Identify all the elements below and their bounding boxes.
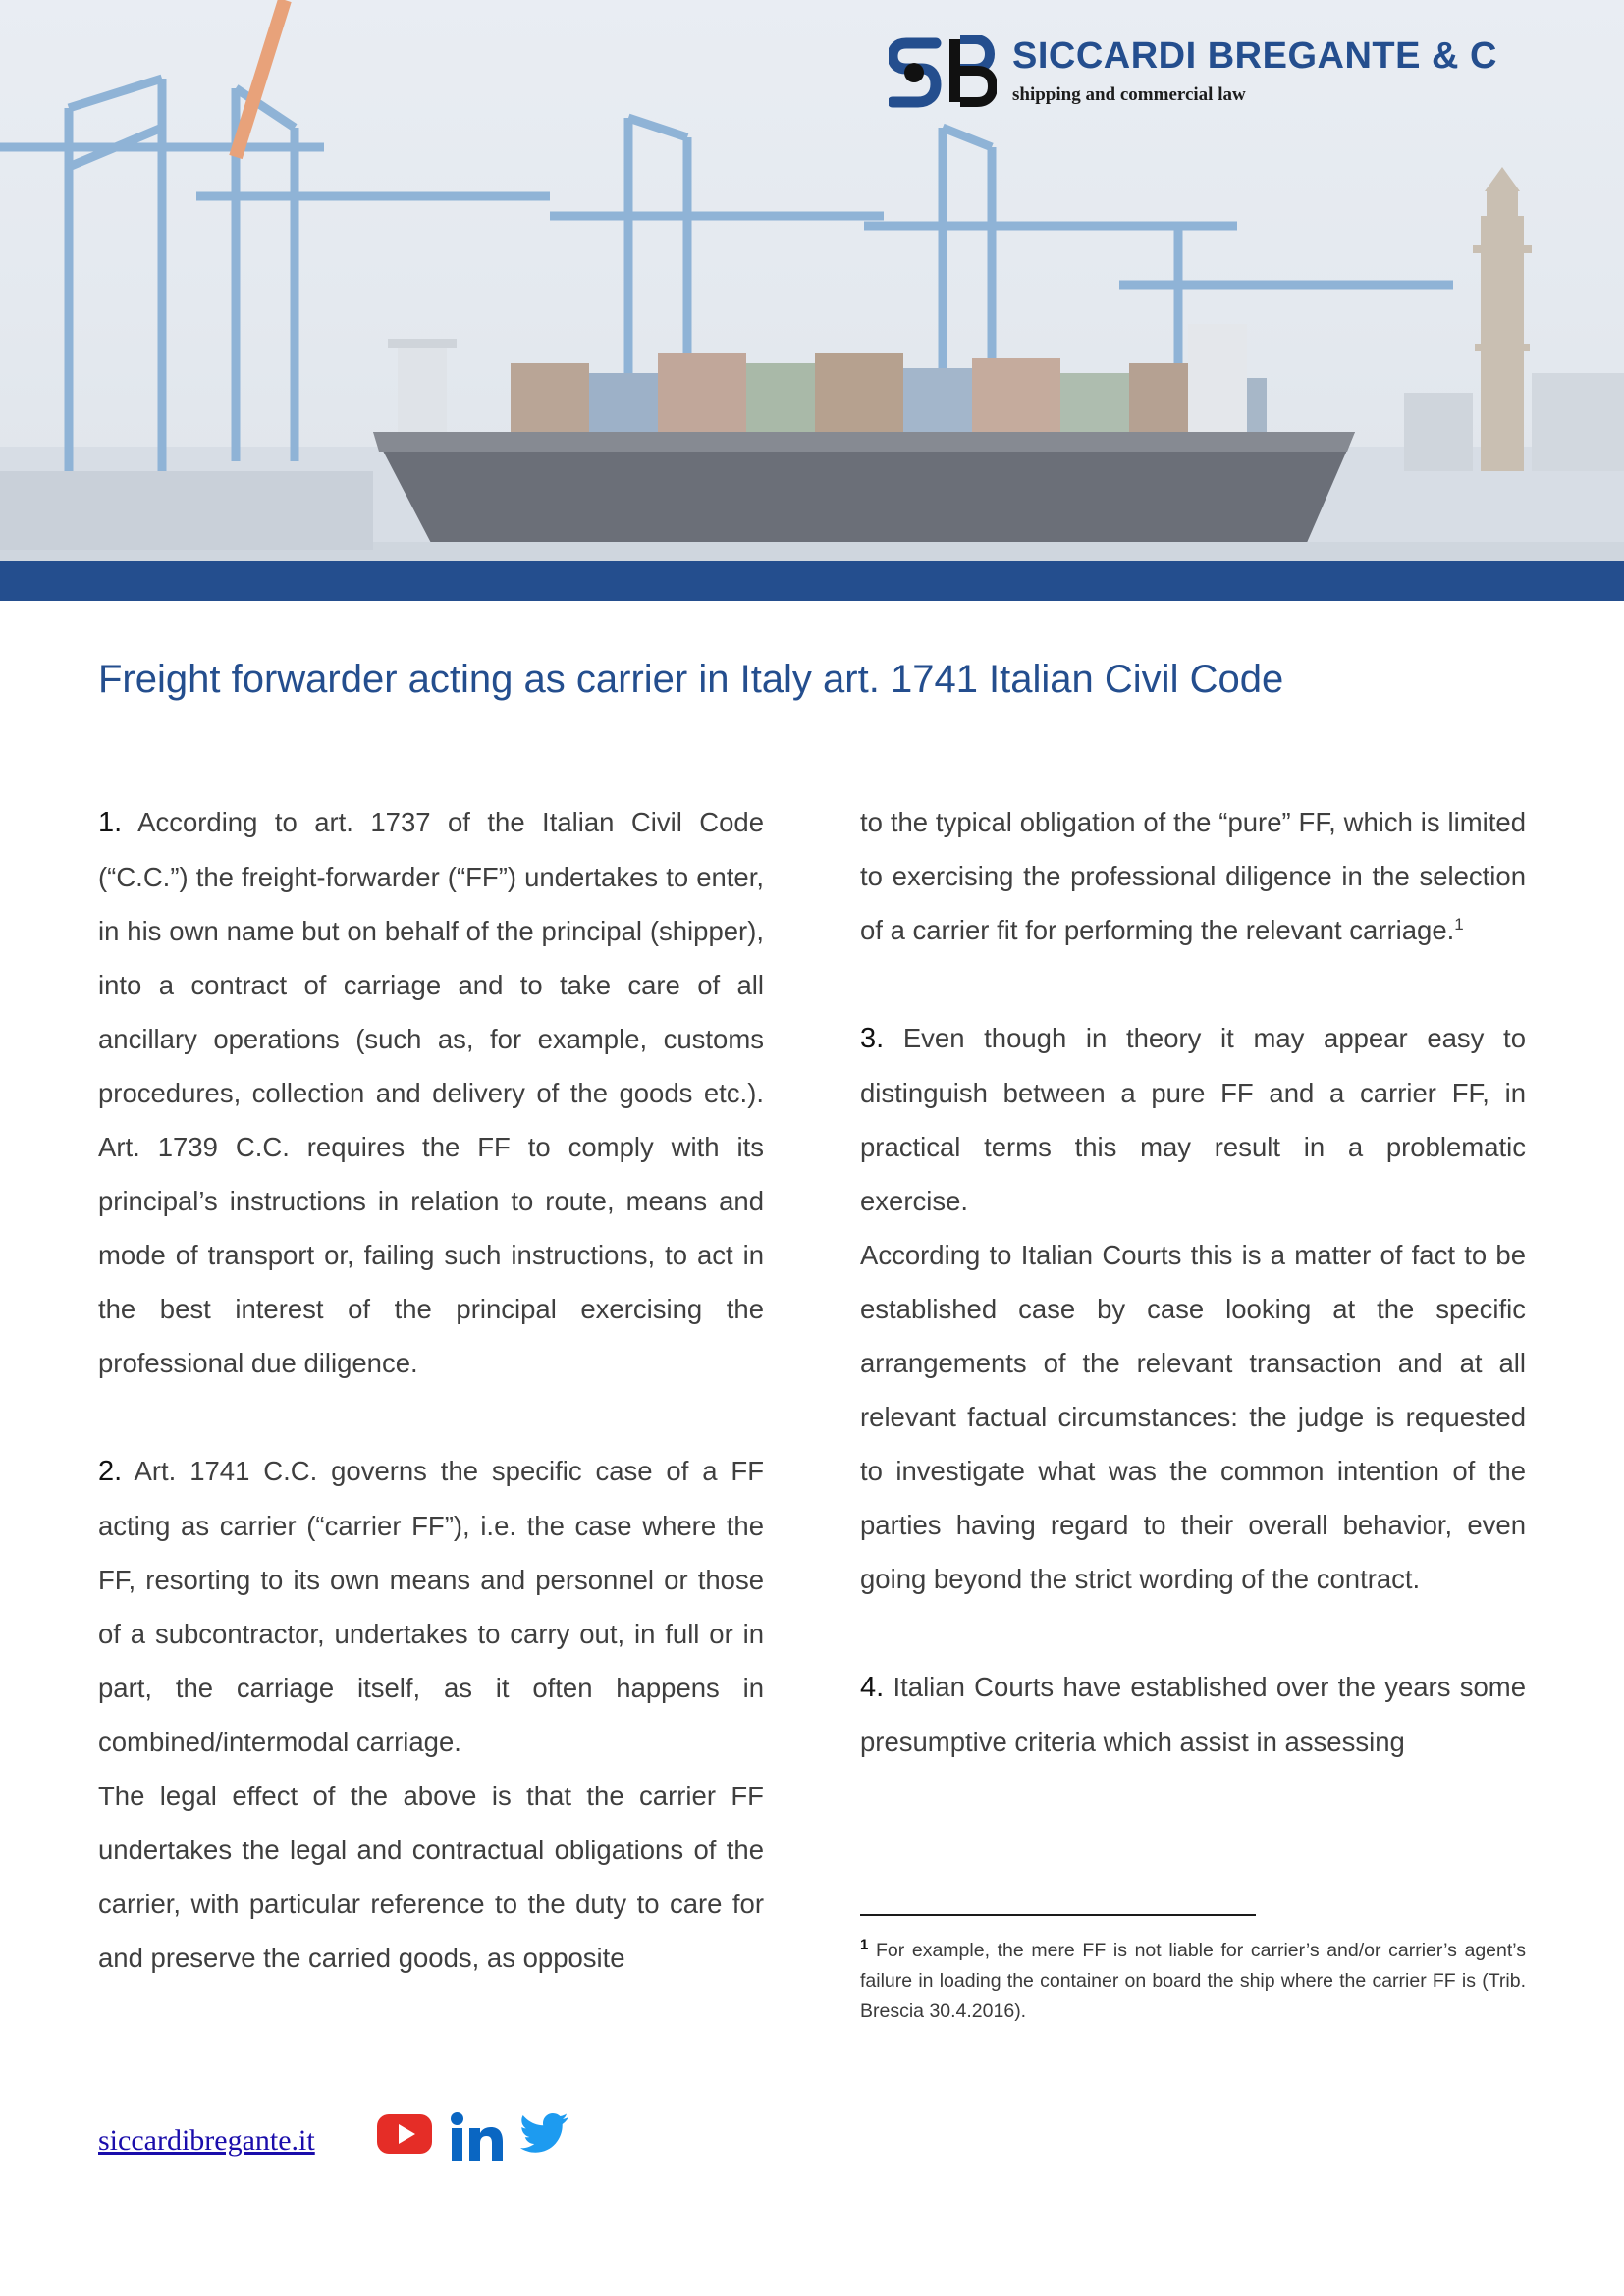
paragraph-text: According to art. 1737 of the Italian Civil Code (“C.C.”) the freight-forwarder (“FF”) undertakes to enter, in his own name but on behalf of the principal (shipper), into a contract of carriage and to take care of all ancillary operations (such as, for example, customs procedures, collection and delivery of the goods etc.). Art. 1739 C.C. requires the FF to comply with its principal’s instructions in relation to route, means and mode of transport or, failing such instructions, to act in the best interest of the principal exercising the professional due diligence. bbox=[98, 807, 764, 1378]
paragraph-number: 4. bbox=[860, 1672, 885, 1703]
sb-monogram-icon bbox=[889, 35, 997, 110]
paragraph-3-continued bbox=[860, 1228, 1526, 1606]
linkedin-icon[interactable] bbox=[450, 2112, 505, 2162]
paragraph-2-end bbox=[860, 795, 1526, 957]
left-column bbox=[98, 795, 764, 1985]
paragraph-text: Italian Courts have established over the years some presumptive criteria which assist in assessing bbox=[860, 1672, 1526, 1757]
paragraph-number: 2. bbox=[98, 1456, 123, 1487]
footnote-reference[interactable]: 1 bbox=[1454, 914, 1464, 934]
paragraph-text: The legal effect of the above is that the carrier FF undertakes the legal and contractual obligations of the carrier, with particular reference to the duty to care for and preserve the carried goods, as opposite bbox=[98, 1781, 764, 1973]
paragraph-2-continued bbox=[98, 1769, 764, 1985]
paragraph-4 bbox=[860, 1660, 1526, 1769]
paragraph-text: to the typical obligation of the “pure” FF, which is limited to exercising the professional diligence in the selection of a carrier fit for performing the relevant carriage. bbox=[860, 807, 1526, 945]
youtube-icon[interactable] bbox=[376, 2112, 433, 2156]
paragraph-number: 3. bbox=[860, 1023, 885, 1054]
paragraph-text: Even though in theory it may appear easy to distinguish between a pure FF and a carrier FF, in practical terms this may result in a problematic exercise. bbox=[860, 1023, 1526, 1216]
footnote-divider bbox=[860, 1914, 1256, 1916]
firm-tagline: shipping and commercial law bbox=[1012, 84, 1246, 105]
footnote-number: 1 bbox=[860, 1936, 869, 1953]
footnote-text: For example, the mere FF is not liable for carrier’s and/or carrier’s agent’s failure in loading the container on board the ship where the carrier FF is (Trib. Brescia 30.4.2016). bbox=[860, 1940, 1526, 2022]
article-title: Freight forwarder acting as carrier in Italy art. 1741 Italian Civil Code bbox=[98, 658, 1284, 701]
paragraph-2 bbox=[98, 1444, 764, 1769]
header-stripe bbox=[0, 561, 1624, 601]
firm-name: SICCARDI BREGANTE & C bbox=[1012, 35, 1497, 77]
paragraph-text: Art. 1741 C.C. governs the specific case of a FF acting as carrier (“carrier FF”), i.e. the case where the FF, resorting to its own means and personnel or those of a subcontractor, undertakes to carry out, in full or in part, the carriage itself, as it often happens in combined/intermodal carriage. bbox=[98, 1456, 764, 1757]
right-column bbox=[860, 795, 1526, 1769]
firm-logo bbox=[889, 35, 1537, 114]
paragraph-1 bbox=[98, 795, 764, 1390]
twitter-icon[interactable] bbox=[520, 2112, 569, 2156]
paragraph-3 bbox=[860, 1011, 1526, 1228]
paragraph-text: According to Italian Courts this is a matter of fact to be established case by case looking at the specific arrangements of the relevant transaction and at all relevant factual circumstances: the judge is requested to investigate what was the common intention of the parties having regard to their overall behavior, even going beyond the strict wording of the contract. bbox=[860, 1240, 1526, 1594]
paragraph-number: 1. bbox=[98, 807, 123, 838]
footnote-1 bbox=[860, 1936, 1526, 2027]
website-link[interactable]: siccardibregante.it bbox=[98, 2124, 315, 2157]
header-banner bbox=[0, 0, 1624, 561]
